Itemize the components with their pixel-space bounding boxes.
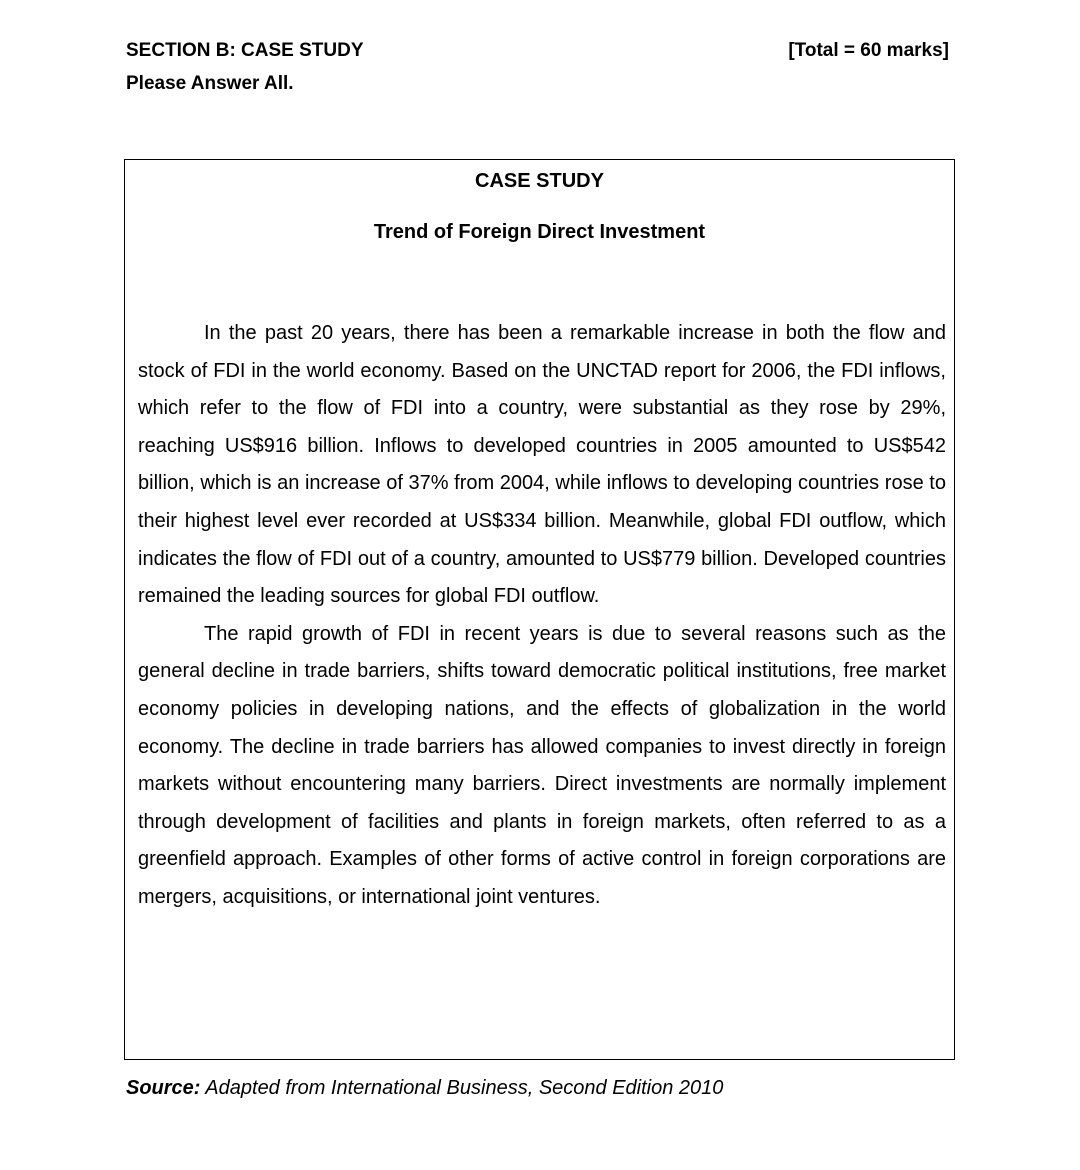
paragraph-1: In the past 20 years, there has been a remarkable increase in both the flow and stock of FDI in the world economy. Based on the UNCTAD report for 2006, the FDI inflows, which refer to the flow of FDI into a country, were substantial as they rose by 29%, reaching US$916 billion. Inflows to developed countries in 2005 amounted to US$542 billion, which is an increase of 37% from 2004, while inflows to developing countries rose to their highest level ever recorded at US$334 billion. Meanwhile, global FDI outflow, which indicates the flow of FDI out of a country, amounted to US$779 billion. Developed countries remained the leading sources for global FDI outflow. [138,322,946,608]
total-marks: [Total = 60 marks] [788,40,949,61]
source-citation [126,1076,723,1100]
case-study-title: Trend of Foreign Direct Investment [373,221,706,243]
source-text: Adapted from International Business, Second Edition 2010 [205,1077,724,1099]
case-study-heading: CASE STUDY [475,170,604,192]
case-study-box [124,159,955,1060]
case-study-body [138,315,946,917]
instruction-text: Please Answer All. [126,73,294,94]
source-label: Source: [126,1077,201,1099]
paragraph-2: The rapid growth of FDI in recent years is due to several reasons such as the general decline in trade barriers, shifts toward democratic political institutions, free market economy policies in developing nations, and the effects of globalization in the world economy. The decline in trade barriers has allowed companies to invest directly in foreign markets without encountering many barriers. Direct investments are normally implement through development of facilities and plants in foreign markets, often referred to as a greenfield approach. Examples of other forms of active control in foreign corporations are mergers, acquisitions, or international joint ventures. [138,622,946,908]
section-title: SECTION B: CASE STUDY [126,40,364,61]
